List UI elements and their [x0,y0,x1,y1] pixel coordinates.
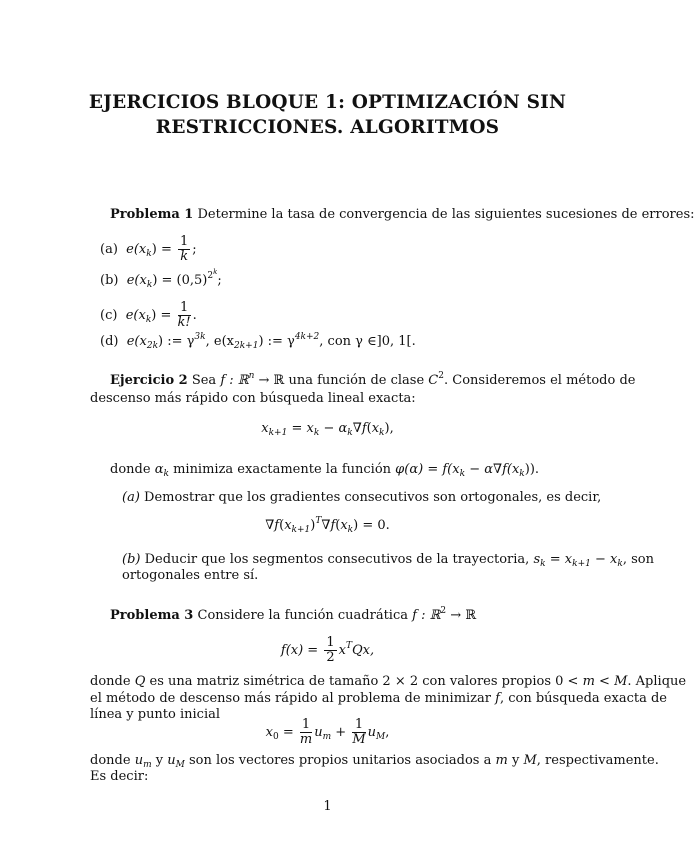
exercise-2-part-a: (a) Demostrar que los gradientes consecutivos son ortogonales, es decir, [122,490,602,505]
problem-1-item-b: (b) $e(x_k) = (0,5)^{2^k}$; [100,268,222,290]
problem-1-item-c: (c) $e(x_k)$ = $\frac{1}{k!}$ . [100,300,197,330]
problem-3-equation-2: $x_0$ = $\frac{1}{m}$ $u_m$ + $\frac{1}{M}$ $u_M$, [265,717,390,747]
problem-1-item-a [100,235,197,264]
item-a-end: ; [192,242,197,257]
part-a-label: (a) [122,490,140,505]
problem-1-item-d: (d) $e(x_{2k})$ := $\gamma^{3k}$, $e(x_{2k+1})$ := $\gamma^{4k+2}$, con γ ∈]0, 1[. [100,332,416,351]
problem-3-line-5: Es decir: [90,769,149,784]
part-b-label: (b) [122,552,141,567]
problem-3-equation-1: f(x) = $\frac{1}{2}$ $x^TQx$, [280,635,375,665]
item-a-fraction: $\frac{1}{k}$ [180,234,189,264]
document-title-line-2: RESTRICCIONES. ALGORITMOS [155,117,500,138]
item-b-rest: ) = (0,5) [152,273,208,288]
problem-3-statement: Problema 3 Considere la función cuadrática f : ℝ$^2$ → ℝ [110,606,477,623]
document-title-line-1: EJERCICIOS BLOQUE 1: OPTIMIZACIÓN SIN [88,92,567,113]
exercise-2-part-b-line-2: ortogonales entre sí. [122,568,259,583]
problem-3-line-3: línea y punto inicial [90,707,221,722]
item-a-label: (a) [100,242,118,257]
exercise-2-label: Ejercicio 2 [110,373,188,388]
exercise-2-equation-2: $\nabla f(x_{k+1})^T\nabla f(x_k) = 0$. [265,516,390,535]
item-a-rhs: ) = [151,242,172,257]
problem-1-text: Determine la tasa de convergencia de las siguientes sucesiones de errores: [197,207,695,222]
item-b-lhs: e(x [126,273,147,288]
item-a-lhs: e(x [126,242,147,257]
item-c-fraction: $\frac{1}{k!}$ [177,300,191,330]
problem-3-line-2: el método de descenso más rápido al problema de minimizar f, con búsqueda exacta de [90,691,667,706]
equation-1-fraction: $\frac{1}{2}$ [326,635,335,665]
exercise-2-line-2: descenso más rápido con búsqueda lineal exacta: [90,391,416,406]
item-b-label: (b) [100,273,119,288]
problem-3-line-1: donde Q es una matriz simétrica de tamaño 2 × 2 con valores propios 0 < m < M. Aplique [90,674,687,689]
problem-1-statement [110,206,695,223]
equation-2-fraction-2: $\frac{1}{M}$ [352,717,366,747]
page-number: 1 [323,799,332,814]
problem-1-label: Problema 1 [110,207,194,222]
part-b-equation: $s_k = x_{k+1} - x_k$ [533,552,623,569]
exercise-2-line-1: Ejercicio 2 Sea f : ℝ$^n$ → ℝ una función de clase $C^2$. Consideremos el método de [110,371,636,388]
item-a-sub: k [146,249,152,259]
problem-3-line-4: donde $u_m$ y $u_M$ son los vectores propios unitarios asociados a m y M, respectivamente. [90,753,659,770]
exercise-2-line-3: donde $\alpha_k$ minimiza exactamente la función $\varphi(\alpha) = f(x_k - \alpha\nabla f(x_k))$. [110,462,540,479]
exercise-2-equation-1: $x_{k+1} = x_k - \alpha_k\nabla f(x_k)$, [261,421,394,438]
item-d-label: (d) [100,334,119,349]
problem-3-label: Problema 3 [110,608,194,623]
item-c-label: (c) [100,308,118,323]
exercise-2-part-b-line-1: (b) Deducir que los segmentos consecutivos de la trayectoria, $s_k = x_{k+1} - x_k$, son [122,552,654,569]
equation-2-fraction-1: $\frac{1}{m}$ [299,717,313,747]
